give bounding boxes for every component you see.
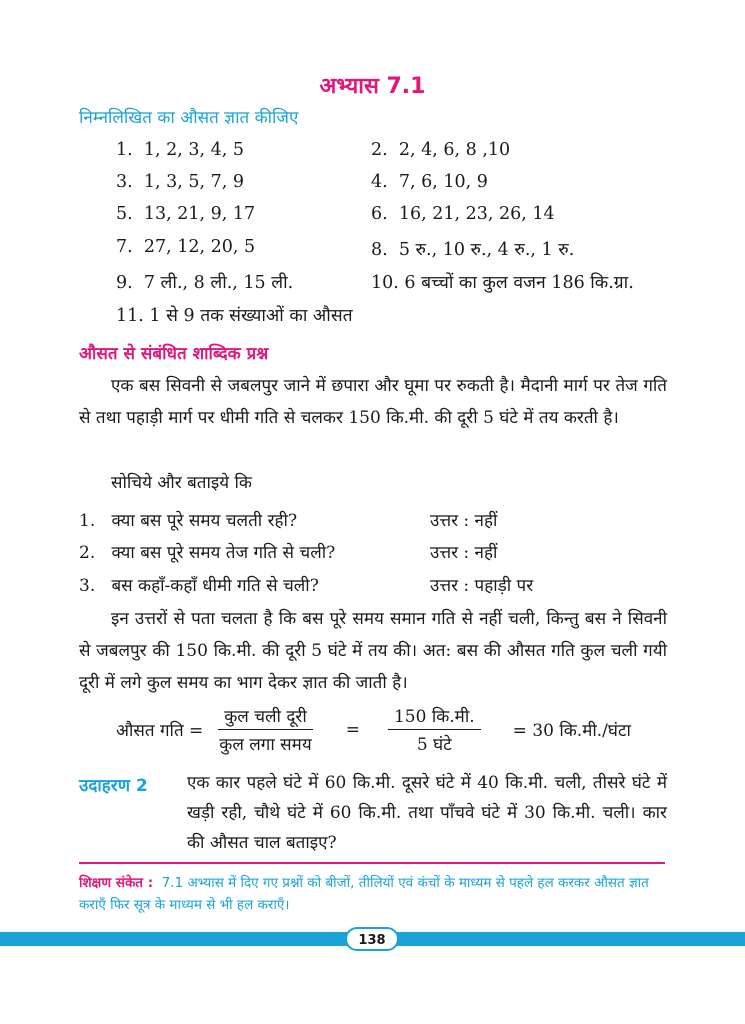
question-1: 1. क्या बस पूरे समय चलती रही? (79, 511, 298, 531)
average-speed-formula (116, 704, 631, 755)
exercise-11: 11. 1 से 9 तक संख्याओं का औसत (116, 306, 353, 326)
formula-equals: = (345, 719, 360, 740)
divider (79, 862, 665, 864)
teaching-hint-text: 7.1 अभ्यास में दिए गए प्रश्नों को बीजों, तीलियों एवं कंचों के माध्यम से पहले हल करकर औसत ज्ञात कराएँ फिर सूत्र के माध्यम से भी हल कराएँ। (79, 875, 649, 913)
exercise-1: 1. 1, 2, 3, 4, 5 (116, 140, 245, 160)
exercise-8: 8. 5 रु., 10 रु., 4 रु., 1 रु. (371, 240, 575, 260)
answer-3: उत्तर : पहाड़ी पर (430, 576, 534, 596)
exercise-3: 3. 1, 3, 5, 7, 9 (116, 172, 245, 192)
example-2-label: उदाहरण 2 (79, 776, 148, 796)
exercise-2: 2. 2, 4, 6, 8 ,10 (371, 140, 511, 160)
paragraph-2: इन उत्तरों से पता चलता है कि बस पूरे समय समान गति से नहीं चली, किन्तु बस ने सिवनी से जबलपुर की 150 कि.मी. की दूरी 5 घंटे में तय की। अत: बस की औसत गति कुल चली गयी दूरी में लगे कुल समय का भाग देकर ज्ञात की जाती है। (79, 609, 667, 693)
question-3: 3. बस कहाँ-कहाँ धीमी गति से चली? (79, 576, 319, 596)
page-number: 138 (345, 927, 399, 951)
answer-2: उत्तर : नहीं (430, 543, 498, 563)
page-title: अभ्यास 7.1 (319, 74, 426, 99)
fraction-2-numerator: 150 कि.मी. (388, 704, 481, 730)
fraction-1-denominator: कुल लगा समय (219, 735, 312, 755)
example-2-text: एक कार पहले घंटे में 60 कि.मी. दूसरे घंटे में 40 कि.मी. चली, तीसरे घंटे में खड़ी रही, चौथे घंटे में 60 कि.मी. तथा पाँचवे घंटे में 30 कि.मी. चली। कार की औसत चाल बताइए? (187, 773, 667, 853)
instruction: निम्नलिखित का औसत ज्ञात कीजिए (79, 108, 299, 128)
formula-fraction-1 (213, 704, 317, 755)
question-2: 2. क्या बस पूरे समय तेज गति से चली? (79, 543, 336, 563)
exercise-7: 7. 27, 12, 20, 5 (116, 237, 256, 257)
fraction-1-numerator: कुल चली दूरी (218, 704, 313, 730)
answer-1: उत्तर : नहीं (430, 511, 498, 531)
formula-result: = 30 कि.मी./घंटा (512, 721, 631, 741)
teaching-hint-label: शिक्षण संकेत : (79, 875, 154, 891)
formula-lhs: औसत गति = (116, 721, 204, 741)
think-prompt: सोचिये और बताइये कि (111, 473, 252, 493)
exercise-6: 6. 16, 21, 23, 26, 14 (371, 204, 555, 224)
exercise-10: 10. 6 बच्चों का कुल वजन 186 कि.ग्रा. (371, 273, 634, 293)
fraction-2-denominator: 5 घंटे (416, 735, 452, 755)
formula-fraction-2 (388, 704, 481, 755)
teaching-hint (79, 872, 667, 916)
exercise-9: 9. 7 ली., 8 ली., 15 ली. (116, 273, 294, 293)
section-heading: औसत से संबंधित शाब्दिक प्रश्न (79, 344, 269, 364)
exercise-4: 4. 7, 6, 10, 9 (371, 172, 488, 192)
exercise-5: 5. 13, 21, 9, 17 (116, 204, 256, 224)
paragraph-1: एक बस सिवनी से जबलपुर जाने में छपारा और घूमा पर रुकती है। मैदानी मार्ग पर तेज गति से तथा पहाड़ी मार्ग पर धीमी गति से चलकर 150 कि.मी. की दूरी 5 घंटे में तय करती है। (79, 376, 667, 428)
